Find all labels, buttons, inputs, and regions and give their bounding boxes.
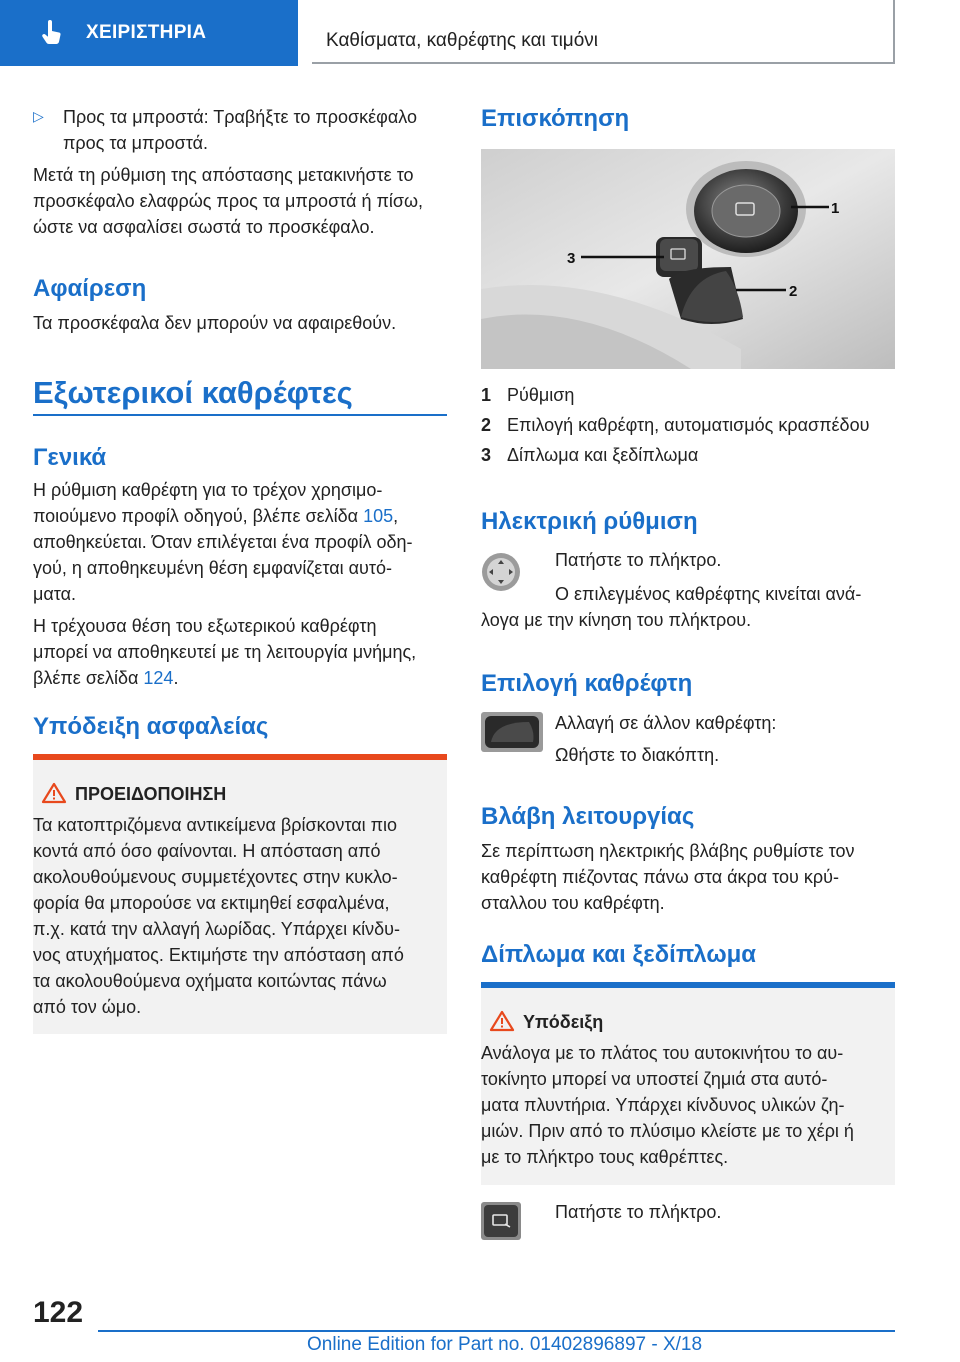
warning-bar	[33, 754, 447, 760]
heading-removal: Αφαίρεση	[33, 275, 147, 302]
text-line: από τον ώμο.	[33, 997, 142, 1017]
text-line: Ο επιλεγμένος καθρέφτης κινείται ανά-	[555, 584, 862, 604]
text-line: φορία θα μπορούσε να εκτιμηθεί εσφαλμένα,	[33, 893, 390, 913]
warning-title: ΠΡΟΕΙΔΟΠΟΙΗΣΗ	[75, 784, 227, 804]
text-line: Ανάλογα με το πλάτος του αυτοκινήτου το αυ-	[481, 1043, 844, 1063]
legend-list	[481, 382, 895, 468]
legend-number: 2	[481, 415, 492, 435]
legend-item	[481, 412, 895, 438]
text-line: αποθηκεύεται. Όταν επιλέγεται ένα προφίλ οδη-	[33, 532, 413, 552]
text-line: Τα κατοπτριζόμενα αντικείμενα βρίσκονται πιο	[33, 815, 398, 835]
text-line	[33, 503, 447, 529]
section-title: ΧΕΙΡΙΣΤΗΡΙΑ	[86, 22, 207, 43]
paragraph-adjust	[33, 162, 447, 240]
paragraph-removal	[33, 310, 396, 336]
fold-step-1	[555, 1199, 721, 1225]
tip-text	[481, 1040, 895, 1170]
warning-triangle-icon	[489, 1010, 515, 1032]
heading-general: Γενικά	[33, 444, 107, 471]
page-link-105[interactable]: 105	[363, 506, 394, 526]
page-number: 122	[33, 1296, 84, 1329]
heading-rule	[33, 414, 447, 416]
text-line: π.χ. κατά την αλλαγή λωρίδας. Υπάρχει κίνδυ-	[33, 919, 400, 939]
chapter-header	[312, 0, 895, 64]
text-line: με το πλήκτρο τους καθρέπτες.	[481, 1147, 729, 1167]
text-line: Σε περίπτωση ηλεκτρικής βλάβης ρυθμίστε τον	[481, 841, 855, 861]
bullet-text-2: προς τα μπροστά.	[63, 133, 209, 153]
text-line: Πατήστε το πλήκτρο.	[555, 550, 722, 570]
tip-bar	[481, 982, 895, 988]
warning-text	[33, 812, 447, 1020]
text-line: καθρέφτη πιέζοντας πάνω στα άκρα του κρύ-	[481, 867, 839, 887]
text-line: ματα.	[33, 584, 77, 604]
text-line: λογα με την κίνηση του πλήκτρου.	[481, 610, 752, 630]
mirror-controls-image	[481, 149, 895, 369]
warning-triangle-icon	[41, 782, 67, 804]
text-span: βλέπε σελίδα	[33, 668, 144, 688]
mirror-joystick-icon	[481, 550, 521, 594]
electric-step-1	[555, 547, 721, 573]
legend-number: 3	[481, 445, 492, 465]
text-line: προσκέφαλο ελαφρώς προς τα μπροστά ή πίσω,	[33, 191, 424, 211]
callout-2: 2	[789, 283, 798, 300]
heading-fold: Δίπλωμα και ξεδίπλωμα	[481, 941, 757, 968]
page-link-124[interactable]: 124	[143, 668, 174, 688]
legend-text: Δίπλωμα και ξεδίπλωμα	[507, 445, 699, 465]
legend-text: Ρύθμιση	[507, 385, 575, 405]
callout-1: 1	[831, 200, 840, 217]
section-tab	[0, 0, 298, 66]
callout-3: 3	[567, 250, 576, 267]
text-line: κοντά από όσο φαίνονται. Η απόσταση από	[33, 841, 381, 861]
electric-step-3	[481, 607, 751, 633]
hand-pointer-icon	[40, 20, 64, 46]
heading-mirror-select: Επιλογή καθρέφτη	[481, 670, 693, 697]
heading-exterior-mirrors: Εξωτερικοί καθρέφτες	[33, 375, 353, 410]
text-span: .	[173, 668, 179, 688]
bullet-item	[33, 104, 447, 156]
paragraph-general-2	[33, 613, 447, 691]
triangle-bullet-icon: ▷	[33, 108, 44, 124]
text-line: νος ατυχήματος. Εκτιμήστε την απόσταση από	[33, 945, 404, 965]
text-line: Η τρέχουσα θέση του εξωτερικού καθρέφτη	[33, 616, 377, 636]
heading-electric-adjust: Ηλεκτρική ρύθμιση	[481, 508, 698, 535]
text-line: μπορεί να αποθηκευτεί με τη λειτουργία μνήμης,	[33, 642, 417, 662]
paragraph-general-1	[33, 477, 447, 607]
footer-rule	[98, 1330, 895, 1332]
tip-box	[481, 982, 895, 1185]
electric-step-2	[555, 581, 861, 607]
paragraph-malfunction	[481, 838, 895, 916]
fold-button-icon	[481, 1202, 521, 1240]
text-line	[33, 665, 447, 691]
text-line: Ωθήστε το διακόπτη.	[555, 745, 720, 765]
heading-malfunction: Βλάβη λειτουργίας	[481, 803, 695, 830]
text-line: Αλλαγή σε άλλον καθρέφτη:	[555, 713, 777, 733]
tip-title: Υπόδειξη	[523, 1012, 604, 1032]
footer-edition: Online Edition for Part no. 01402896897 - X/18	[307, 1334, 703, 1355]
warning-box	[33, 754, 447, 1034]
text-line: τοκίνητο μπορεί να υποστεί ζημιά στα αυτό-	[481, 1069, 828, 1089]
chapter-title: Καθίσματα, καθρέφτης και τιμόνι	[326, 30, 599, 51]
text-line: ματα πλυντήρια. Υπάρχει κίνδυνος υλικών ζη-	[481, 1095, 845, 1115]
text-line: Μετά τη ρύθμιση της απόστασης μετακινήστε το	[33, 165, 414, 185]
text-line: Η ρύθμιση καθρέφτη για το τρέχον χρησιμο-	[33, 480, 383, 500]
text-line: ώστε να ασφαλίσει σωστά το προσκέφαλο.	[33, 217, 375, 237]
bullet-text-1: Προς τα μπροστά: Τραβήξτε το προσκέφαλο	[63, 107, 417, 127]
select-step-2	[555, 742, 719, 768]
text-line: Πατήστε το πλήκτρο.	[555, 1202, 722, 1222]
legend-item	[481, 382, 895, 408]
text-span: ,	[393, 506, 399, 526]
heading-overview: Επισκόπηση	[481, 105, 630, 132]
text-line: τα ακολουθούμενα οχήματα κοιτώντας πάνω	[33, 971, 387, 991]
legend-text: Επιλογή καθρέφτη, αυτοματισμός κρασπέδου	[507, 415, 870, 435]
text-line: ακολουθούμενους συμμετέχοντες στην κυκλο-	[33, 867, 398, 887]
select-step-1	[555, 710, 776, 736]
text-line: γού, η αποθηκευμένη θέση εμφανίζεται αυτό-	[33, 558, 392, 578]
heading-safety: Υπόδειξη ασφαλείας	[33, 713, 269, 740]
text-line: μιών. Πριν από το πλύσιμο κλείστε με το χέρι ή	[481, 1121, 854, 1141]
text-line: σταλλου του καθρέφτη.	[481, 893, 665, 913]
legend-item	[481, 442, 895, 468]
text-span: ποιούμενο προφίλ οδηγού, βλέπε σελίδα	[33, 506, 364, 526]
legend-number: 1	[481, 385, 492, 405]
text-line: Τα προσκέφαλα δεν μπορούν να αφαιρεθούν.	[33, 313, 397, 333]
mirror-select-switch-icon	[481, 712, 543, 752]
